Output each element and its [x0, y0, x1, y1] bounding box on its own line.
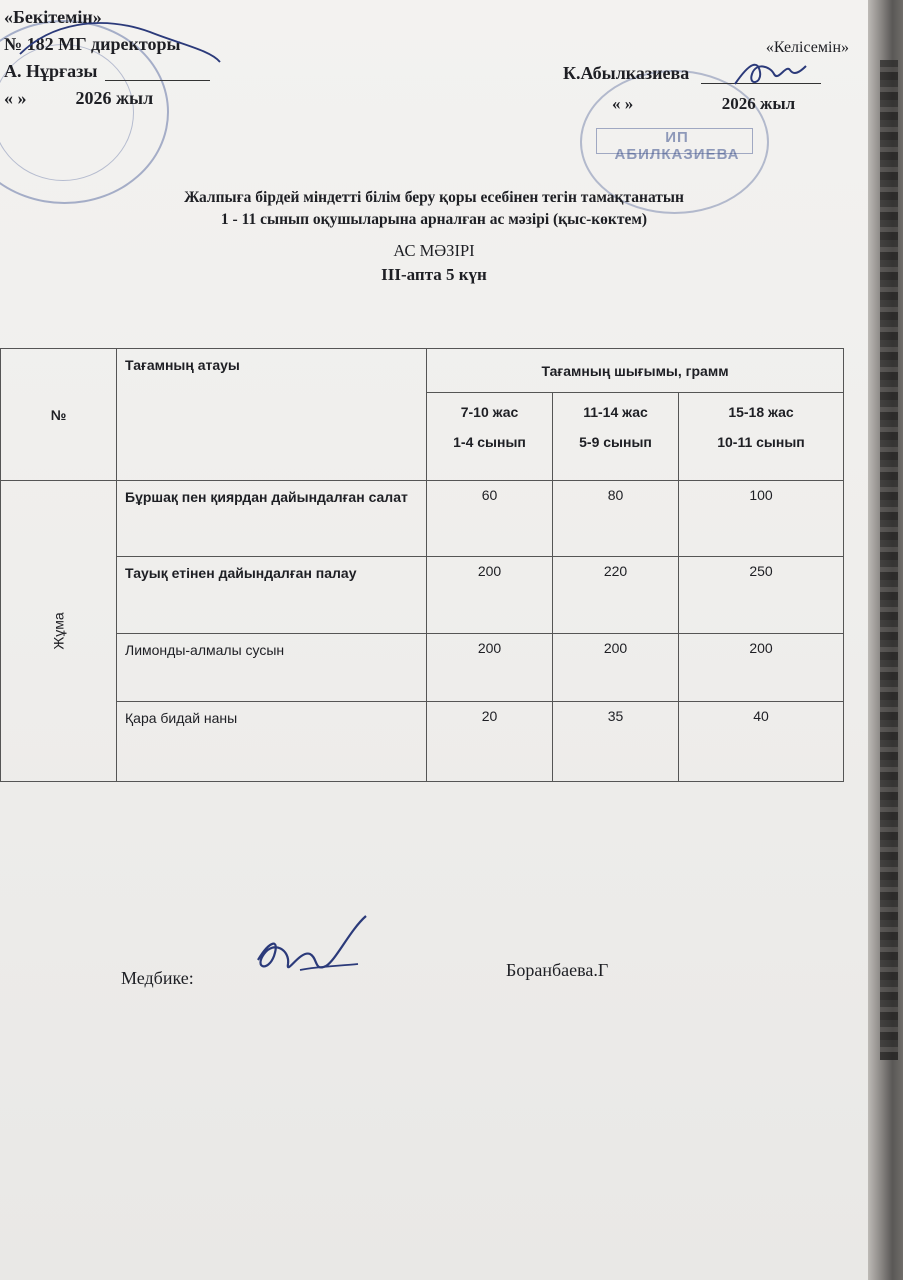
stamp-text: ИП АБИЛКАЗИЕВА [614, 129, 740, 163]
value-cell: 35 [553, 702, 679, 782]
approval-right-date-row [612, 94, 795, 114]
approval-left-name: А. Нұрғазы [4, 61, 98, 81]
value-cell: 40 [679, 702, 844, 782]
dish-name: Қара бидай наны [117, 702, 427, 782]
age-group-2 [553, 393, 679, 481]
grade-1: 1-4 сынып [453, 434, 526, 450]
value-cell: 250 [679, 557, 844, 634]
table-row [1, 634, 844, 702]
header-dish-name: Тағамның атауы [117, 349, 427, 481]
signature-left-drawing [10, 14, 230, 74]
day-label: Жұма [50, 612, 67, 650]
age-group-1 [427, 393, 553, 481]
dish-name: Лимонды-алмалы сусын [117, 634, 427, 702]
approval-right-date: « » [612, 94, 634, 113]
approval-right-title: «Келісемін» [765, 39, 849, 56]
approval-right-year: 2026 жыл [721, 94, 796, 113]
approval-left-position: № 182 МГ директоры [4, 34, 181, 54]
approval-left-title: «Бекітемін» [4, 7, 102, 27]
table-row [1, 557, 844, 634]
table-row [1, 702, 844, 782]
signature-right-drawing [730, 52, 810, 92]
intro-line-2: 1 - 11 сынып оқушыларына арналған ас мәзірі (қыс-көктем) [220, 211, 648, 228]
value-cell: 60 [427, 481, 553, 557]
day-cell [1, 481, 117, 782]
value-cell: 200 [427, 557, 553, 634]
grade-2: 5-9 сынып [579, 434, 652, 450]
value-cell: 80 [553, 481, 679, 557]
menu-heading: АС МӘЗІРІ [393, 241, 475, 260]
nurse-name: Боранбаева.Г [506, 960, 609, 980]
age-2: 11-14 жас [583, 404, 648, 420]
value-cell: 200 [553, 634, 679, 702]
signature-line [105, 80, 210, 81]
dish-name: Бұршақ пен қиярдан дайындалған салат [117, 481, 427, 557]
value-cell: 100 [679, 481, 844, 557]
header-yield: Тағамның шығымы, грамм [427, 349, 844, 393]
age-3: 15-18 жас [728, 404, 794, 420]
paper-edge-dark [880, 60, 898, 1060]
approval-right-name: К.Абылказиева [563, 63, 690, 83]
nurse-label: Медбике: [121, 968, 194, 988]
approval-left-year: 2026 жыл [75, 88, 154, 108]
age-group-3 [679, 393, 844, 481]
approval-left-date: « » [4, 88, 27, 108]
grade-3: 10-11 сынып [717, 434, 805, 450]
week-heading: ІІІ-апта 5 күн [381, 265, 487, 284]
value-cell: 200 [679, 634, 844, 702]
value-cell: 200 [427, 634, 553, 702]
value-cell: 20 [427, 702, 553, 782]
intro-line-1: Жалпыға бірдей міндетті білім беру қоры есебінен тегін тамақтанатын [184, 189, 684, 206]
age-1: 7-10 жас [460, 404, 519, 420]
header-number: № [1, 349, 117, 481]
dish-name: Тауық етінен дайындалған палау [117, 557, 427, 634]
menu-table [0, 348, 844, 782]
table-row [1, 481, 844, 557]
value-cell: 220 [553, 557, 679, 634]
nurse-signature-drawing [240, 910, 380, 990]
